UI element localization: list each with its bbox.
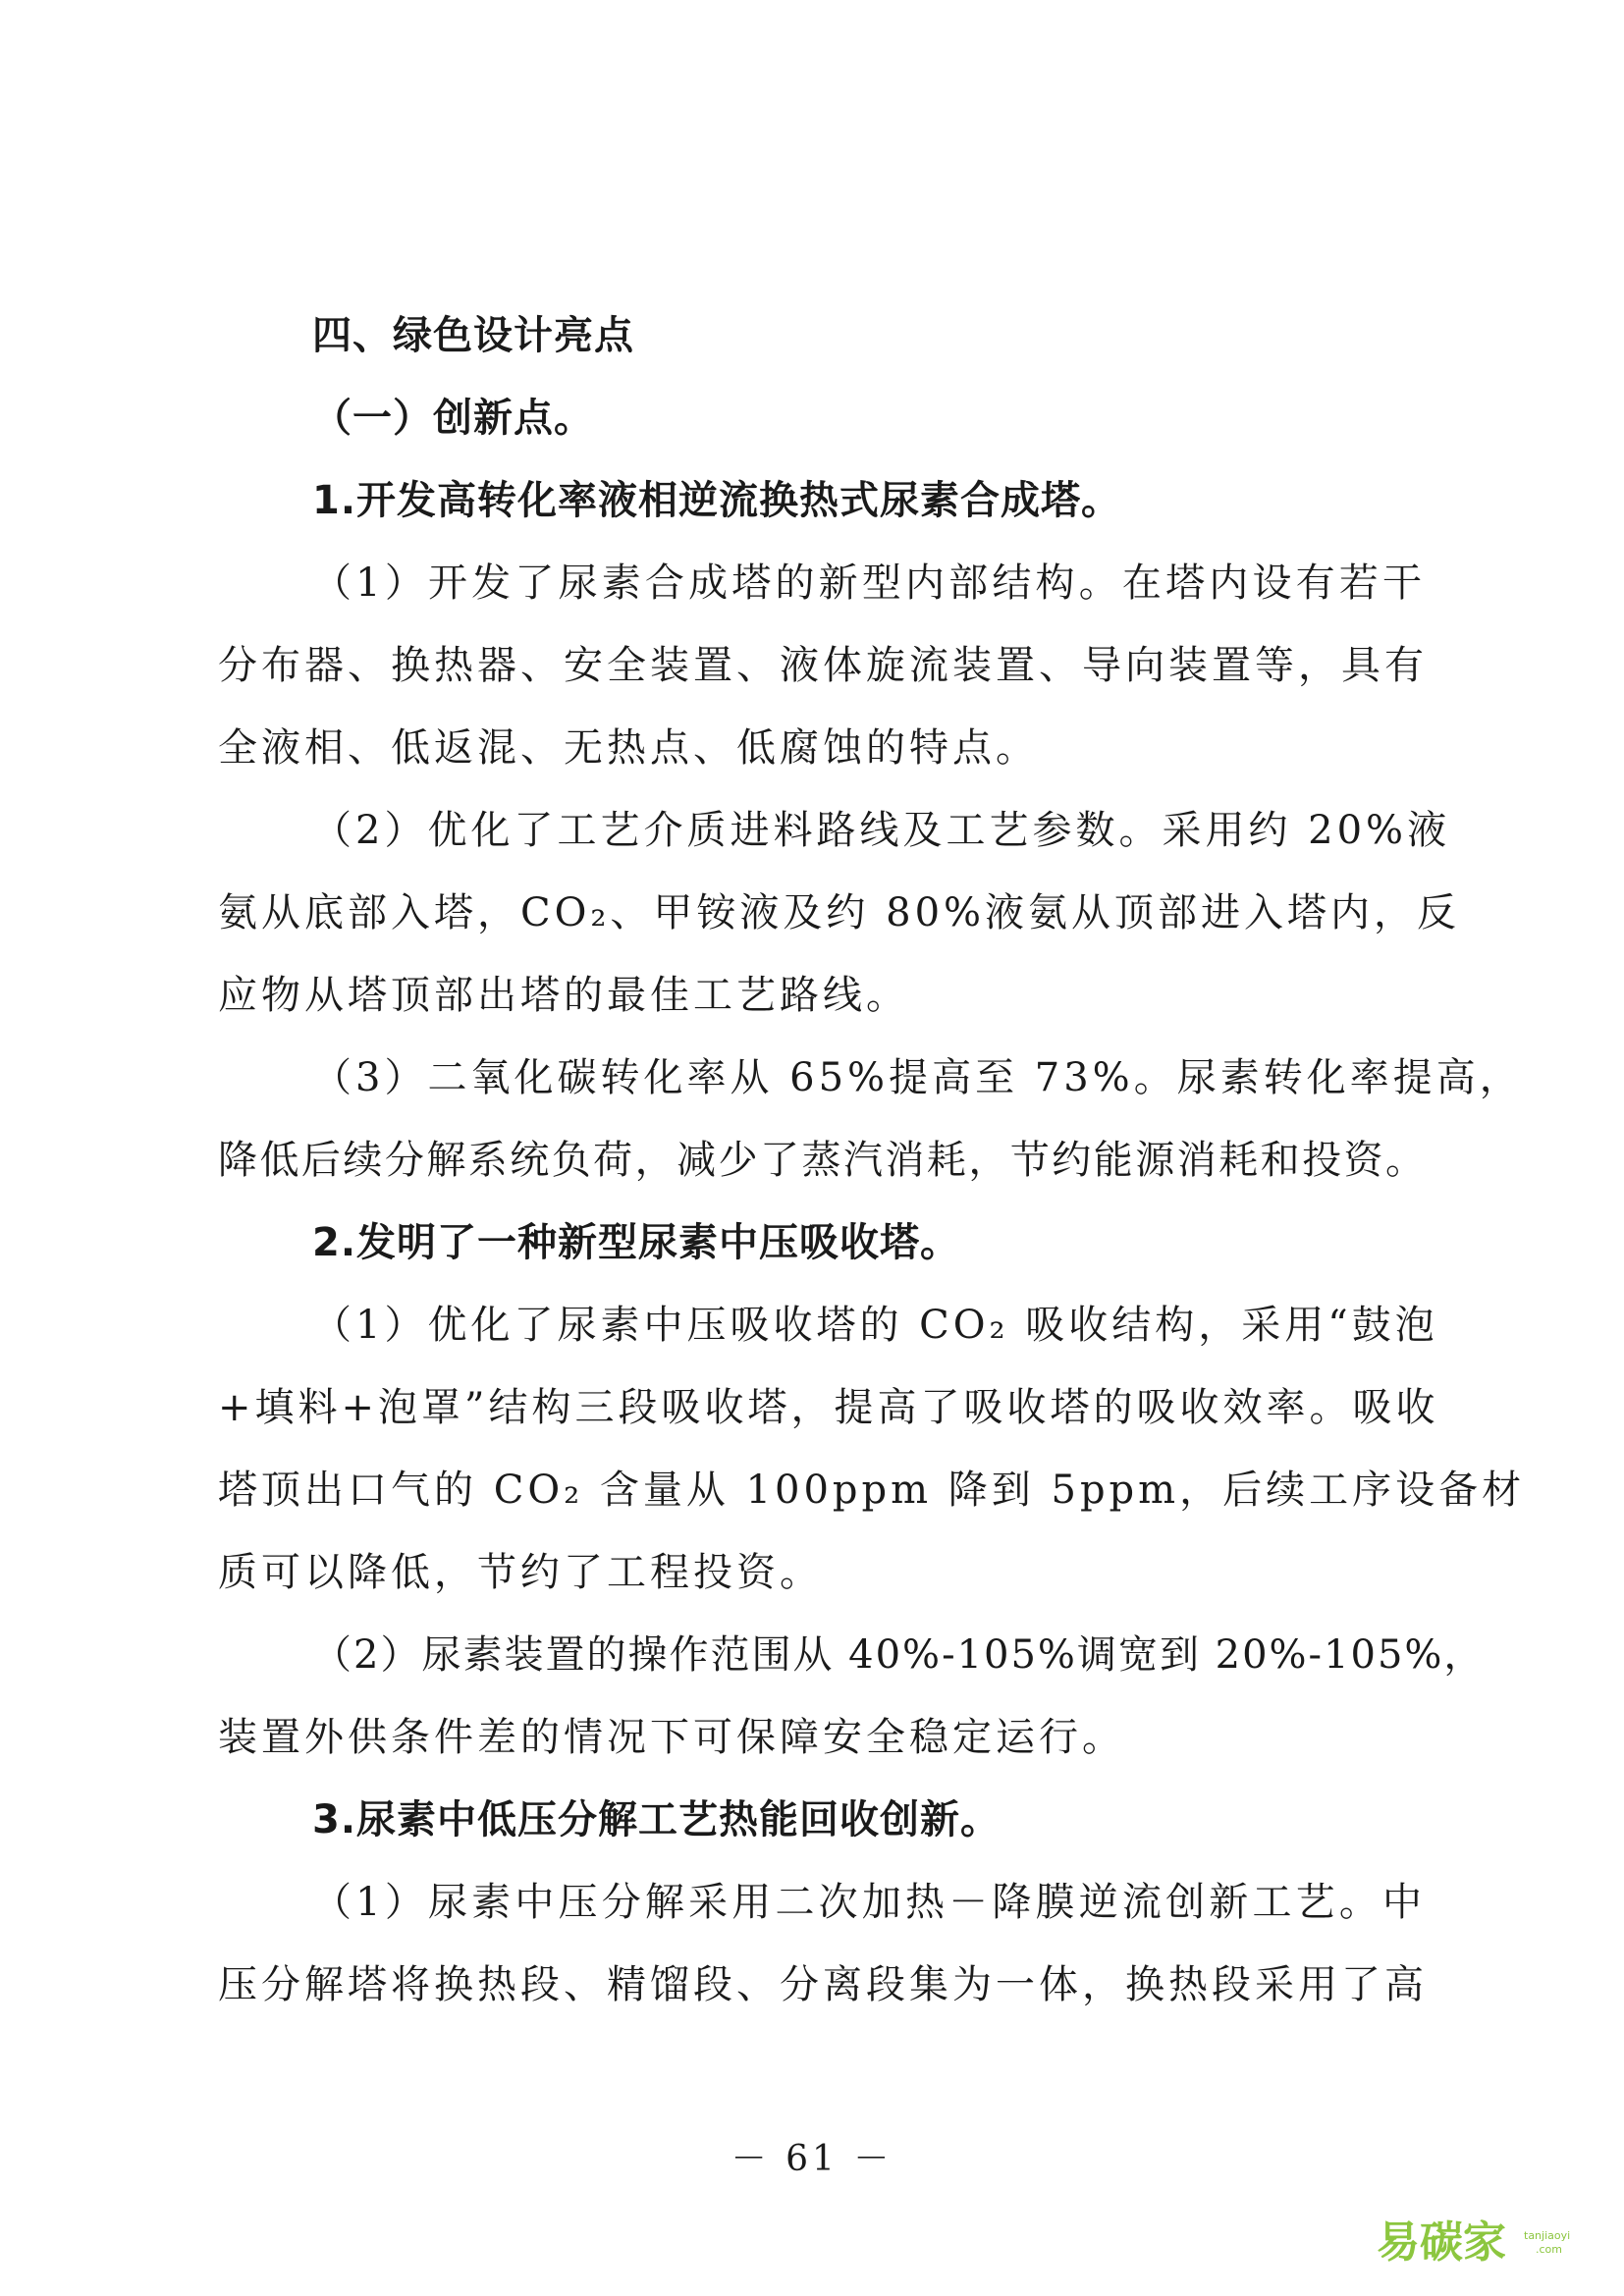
paragraph-line: 塔顶出口气的 CO₂ 含量从 100ppm 降到 5ppm，后续工序设备材 xyxy=(218,1468,1526,1513)
paragraph-line: 氨从底部入塔，CO₂、甲铵液及约 80%液氨从顶部进入塔内，反 xyxy=(218,890,1461,935)
item-heading-2: 2.发明了一种新型尿素中压吸收塔。 xyxy=(312,1220,961,1265)
paragraph-line: （2）尿素装置的操作范围从 40%-105%调宽到 20%-105%， xyxy=(312,1632,1486,1678)
paragraph-line: （1）开发了尿素合成塔的新型内部结构。在塔内设有若干 xyxy=(312,561,1426,606)
paragraph-line: 质可以降低，节约了工程投资。 xyxy=(218,1550,823,1595)
paragraph-line: 降低后续分解系统负荷，减少了蒸汽消耗，节约能源消耗和投资。 xyxy=(218,1138,1426,1183)
paragraph-line: （2）优化了工艺介质进料路线及工艺参数。采用约 20%液 xyxy=(312,808,1451,853)
paragraph-line: 装置外供条件差的情况下可保障安全稳定运行。 xyxy=(218,1715,1125,1760)
paragraph-line: 全液相、低返混、无热点、低腐蚀的特点。 xyxy=(218,725,1039,771)
paragraph-line: +填料+泡罩”结构三段吸收塔，提高了吸收塔的吸收效率。吸收 xyxy=(218,1385,1439,1430)
paragraph-line: （1）优化了尿素中压吸收塔的 CO₂ 吸收结构，采用“鼓泡 xyxy=(312,1303,1438,1348)
item-heading-3: 3.尿素中低压分解工艺热能回收创新。 xyxy=(312,1797,1001,1842)
paragraph-line: 应物从塔顶部出塔的最佳工艺路线。 xyxy=(218,973,909,1018)
page-number: － 61 － xyxy=(731,2139,893,2179)
item-heading-1: 1.开发高转化率液相逆流换热式尿素合成塔。 xyxy=(312,478,1122,523)
paragraph-line: 分布器、换热器、安全装置、液体旋流装置、导向装置等，具有 xyxy=(218,643,1428,688)
watermark-text: 易碳家 xyxy=(1377,2217,1506,2268)
watermark-logo xyxy=(1377,2212,1583,2272)
paragraph-line: （1）尿素中压分解采用二次加热－降膜逆流创新工艺。中 xyxy=(312,1880,1426,1925)
paragraph-line: （3）二氧化碳转化率从 65%提高至 73%。尿素转化率提高， xyxy=(312,1055,1523,1100)
subsection-heading: （一）创新点。 xyxy=(312,396,594,441)
watermark-domain: tanjiaoyi xyxy=(1524,2229,1571,2242)
watermark-suffix: .com xyxy=(1536,2243,1562,2256)
paragraph-line: 压分解塔将换热段、精馏段、分离段集为一体，换热段采用了高 xyxy=(218,1962,1428,2007)
section-heading: 四、绿色设计亮点 xyxy=(312,313,634,358)
